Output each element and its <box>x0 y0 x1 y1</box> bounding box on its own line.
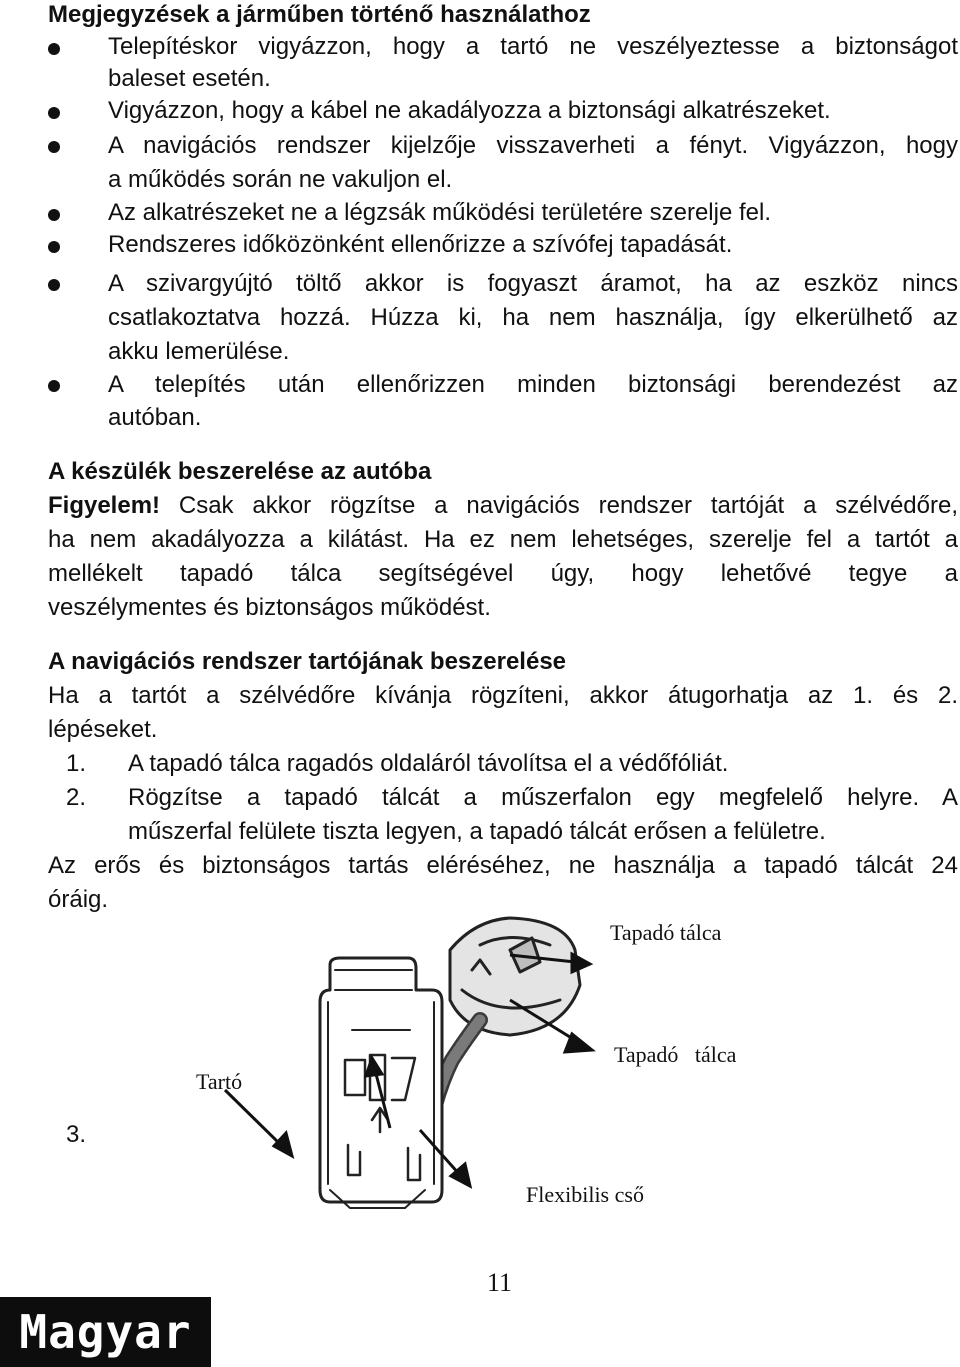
bullet-icon <box>48 209 60 221</box>
install-heading: A készülék beszerelése az autóba <box>48 458 432 485</box>
figure-step-number: 3. <box>66 1121 87 1148</box>
note-line: a működés során ne vakuljon el. <box>108 166 453 193</box>
install-line: ha nem akadályozza a kilátást. Ha ez nem lehetséges, szerelje fel a tartót a <box>48 526 958 553</box>
install-line: mellékelt tapadó tálca segítségével úgy, hogy lehetővé tegye a <box>48 560 958 587</box>
note-line: csatlakoztatva hozzá. Húzza ki, ha nem használja, így elkerülhető az <box>108 304 958 331</box>
note-line: A navigációs rendszer kijelzője visszaverheti a fényt. Vigyázzon, hogy <box>108 132 958 159</box>
bullet-icon <box>48 43 60 55</box>
language-badge: Magyar <box>0 1297 211 1367</box>
holder-plate-shape <box>320 958 442 1202</box>
note-line: A szivargyújtó töltő akkor is fogyaszt áramot, ha az eszköz nincs <box>108 270 958 297</box>
label-suction-right: Tapadó tálca <box>614 1042 737 1067</box>
bullet-icon <box>48 241 60 253</box>
mount-heading: A navigációs rendszer tartójának beszerelése <box>48 648 567 675</box>
note-line: Vigyázzon, hogy a kábel ne akadályozza a biztonsági alkatrészeket. <box>108 97 831 124</box>
notes-heading: Megjegyzések a járműben történő használathoz <box>48 1 591 28</box>
note-line: autóban. <box>108 404 202 431</box>
note-line: Az alkatrészeket ne a légzsák működési területére szerelje fel. <box>108 199 771 226</box>
note-line: Rendszeres időközönként ellenőrizze a szívófej tapadását. <box>108 231 733 258</box>
suction-cup-shape <box>450 918 580 1035</box>
mount-final: óráig. <box>48 886 109 913</box>
bullet-icon <box>48 279 60 291</box>
note-line: Telepítéskor vigyázzon, hogy a tartó ne veszélyeztesse a biztonságot <box>108 33 958 60</box>
label-flex-tube: Flexibilis cső <box>526 1182 644 1207</box>
note-line: A telepítés után ellenőrizzen minden biztonsági berendezést az <box>108 371 958 398</box>
bullet-icon <box>48 380 60 392</box>
install-line: veszélymentes és biztonságos működést. <box>48 594 491 621</box>
label-suction-top: Tapadó tálca <box>610 920 722 945</box>
step-number: 1. <box>66 750 87 777</box>
mount-line: Ha a tartót a szélvédőre kívánja rögzíteni, akkor átugorhatja az 1. és 2. <box>48 682 958 709</box>
step-text: műszerfal felülete tiszta legyen, a tapadó tálcát erősen a felületre. <box>128 818 826 845</box>
install-line-rest: Csak akkor rögzítse a navigációs rendszer tartóját a szélvédőre, <box>160 492 958 519</box>
install-line <box>48 491 958 521</box>
note-line: akku lemerülése. <box>108 338 290 365</box>
holder-illustration <box>180 890 680 1220</box>
step-text: Rögzítse a tapadó tálcát a műszerfalon egy megfelelő helyre. A <box>128 784 958 811</box>
note-line: baleset esetén. <box>108 65 271 92</box>
page-number: 11 <box>487 1268 513 1297</box>
step-number: 2. <box>66 784 87 811</box>
step-text: A tapadó tálca ragadós oldaláról távolítsa el a védőfóliát. <box>128 750 729 777</box>
bullet-icon <box>48 107 60 119</box>
mount-line: lépéseket. <box>48 716 158 743</box>
bullet-icon <box>48 141 60 153</box>
mount-final: Az erős és biztonságos tartás eléréséhez, ne használja a tapadó tálcát 24 <box>48 852 958 879</box>
warning-label: Figyelem! <box>48 492 161 519</box>
label-holder: Tartó <box>196 1069 243 1094</box>
